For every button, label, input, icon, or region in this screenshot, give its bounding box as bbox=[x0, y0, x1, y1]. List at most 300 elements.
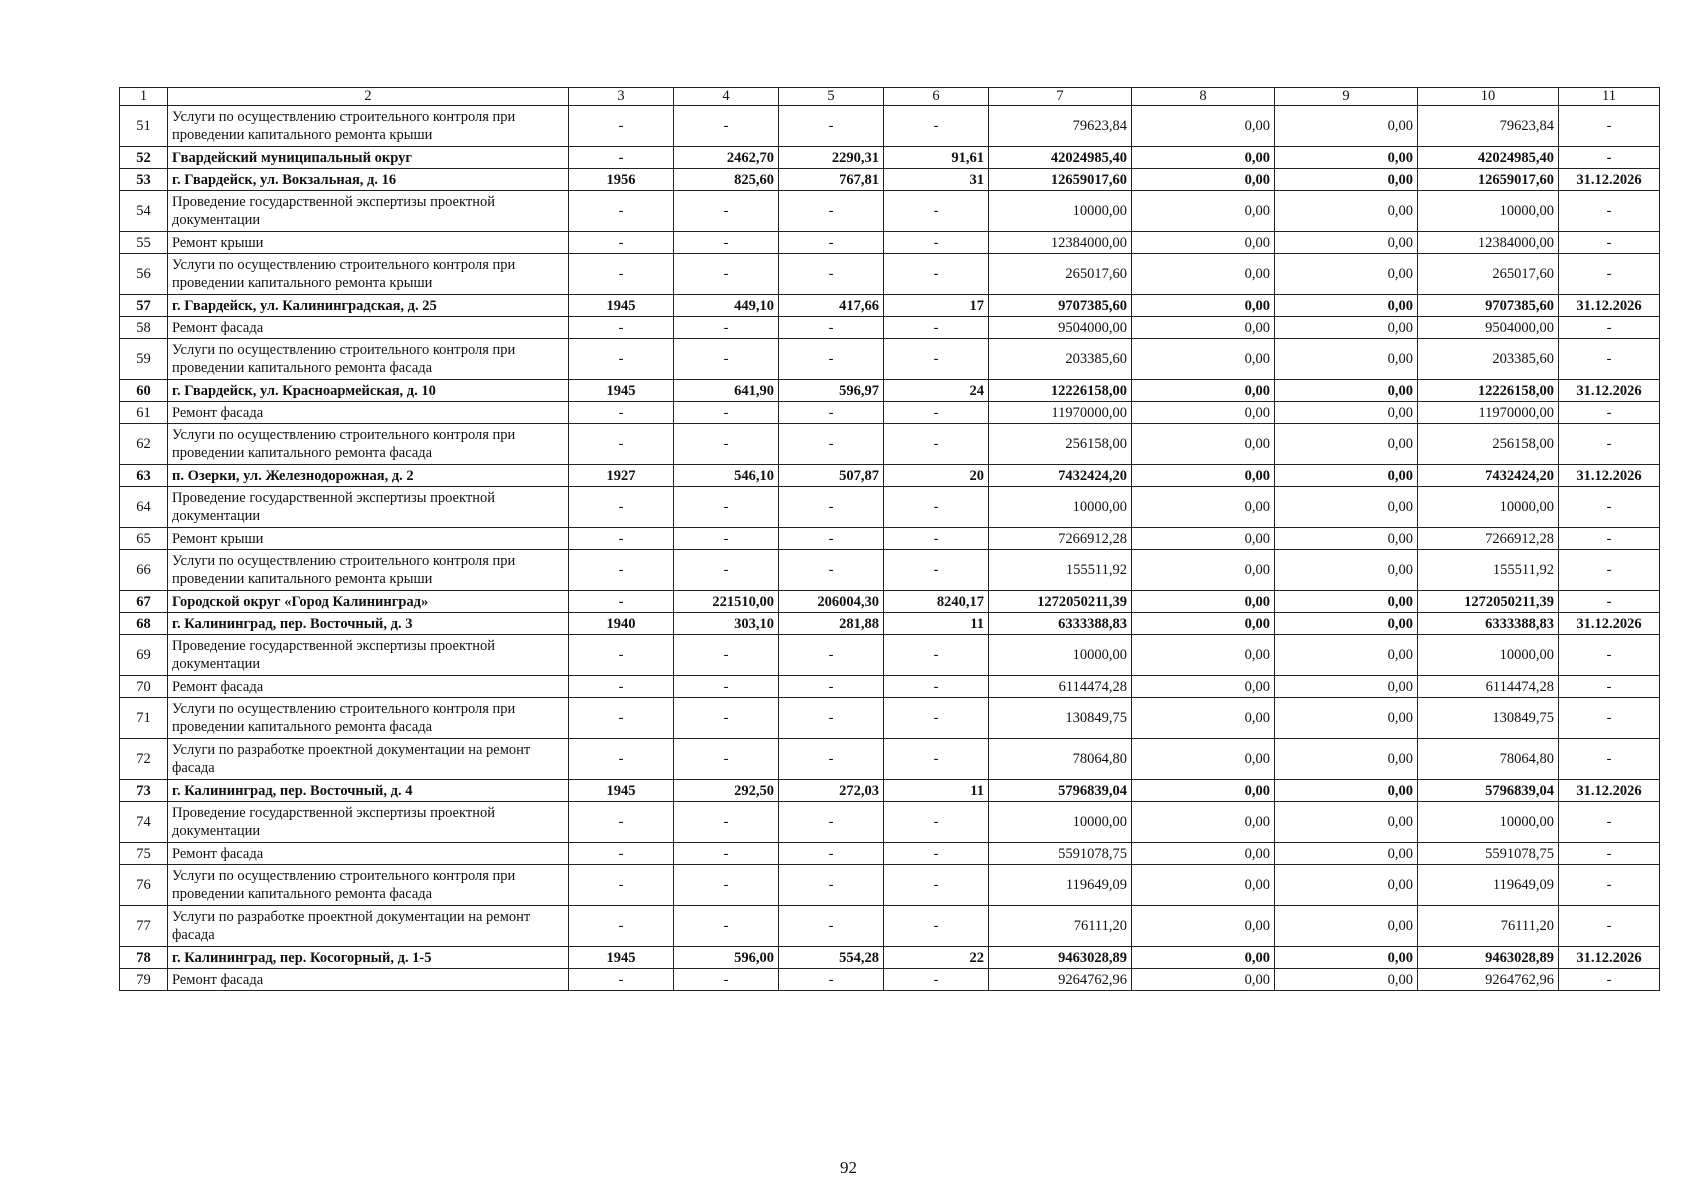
col10-cell: 130849,75 bbox=[1418, 698, 1559, 739]
col6-cell: - bbox=[884, 424, 989, 465]
col4-cell: - bbox=[674, 843, 779, 865]
col6-cell: - bbox=[884, 865, 989, 906]
col6-cell: 8240,17 bbox=[884, 591, 989, 613]
col9-cell: 0,00 bbox=[1275, 969, 1418, 991]
col4-cell: 546,10 bbox=[674, 465, 779, 487]
col9-cell: 0,00 bbox=[1275, 591, 1418, 613]
col8-cell: 0,00 bbox=[1132, 947, 1275, 969]
item-name-cell: Услуги по разработке проектной документации на ремонт фасада bbox=[168, 906, 569, 947]
item-name-cell: Городской округ «Город Калининград» bbox=[168, 591, 569, 613]
year-cell: - bbox=[569, 232, 674, 254]
table-row bbox=[120, 339, 1660, 380]
year-cell: - bbox=[569, 865, 674, 906]
col10-cell: 12659017,60 bbox=[1418, 169, 1559, 191]
deadline-cell: - bbox=[1559, 339, 1660, 380]
col8-cell: 0,00 bbox=[1132, 380, 1275, 402]
col7-cell: 7432424,20 bbox=[989, 465, 1132, 487]
col10-cell: 155511,92 bbox=[1418, 550, 1559, 591]
row-number-cell: 65 bbox=[120, 528, 168, 550]
table-row bbox=[120, 317, 1660, 339]
deadline-cell: - bbox=[1559, 969, 1660, 991]
col6-cell: - bbox=[884, 906, 989, 947]
deadline-cell: - bbox=[1559, 232, 1660, 254]
col4-cell: - bbox=[674, 550, 779, 591]
table-row bbox=[120, 528, 1660, 550]
col9-cell: 0,00 bbox=[1275, 698, 1418, 739]
column-number: 3 bbox=[569, 88, 674, 106]
col4-cell: - bbox=[674, 402, 779, 424]
col6-cell: - bbox=[884, 698, 989, 739]
col6-cell: 11 bbox=[884, 613, 989, 635]
table-row bbox=[120, 843, 1660, 865]
col4-cell: - bbox=[674, 317, 779, 339]
col4-cell: - bbox=[674, 487, 779, 528]
col4-cell: - bbox=[674, 906, 779, 947]
table-row bbox=[120, 191, 1660, 232]
deadline-cell: 31.12.2026 bbox=[1559, 947, 1660, 969]
col7-cell: 6114474,28 bbox=[989, 676, 1132, 698]
row-number-cell: 79 bbox=[120, 969, 168, 991]
col7-cell: 1272050211,39 bbox=[989, 591, 1132, 613]
table-row bbox=[120, 802, 1660, 843]
col6-cell: 20 bbox=[884, 465, 989, 487]
col10-cell: 9504000,00 bbox=[1418, 317, 1559, 339]
table-row bbox=[120, 106, 1660, 147]
table-row bbox=[120, 424, 1660, 465]
row-number-cell: 53 bbox=[120, 169, 168, 191]
col8-cell: 0,00 bbox=[1132, 698, 1275, 739]
row-number-cell: 74 bbox=[120, 802, 168, 843]
col8-cell: 0,00 bbox=[1132, 487, 1275, 528]
item-name-cell: Проведение государственной экспертизы проектной документации bbox=[168, 191, 569, 232]
col8-cell: 0,00 bbox=[1132, 402, 1275, 424]
col8-cell: 0,00 bbox=[1132, 465, 1275, 487]
col9-cell: 0,00 bbox=[1275, 635, 1418, 676]
col10-cell: 256158,00 bbox=[1418, 424, 1559, 465]
deadline-cell: - bbox=[1559, 402, 1660, 424]
table-row bbox=[120, 739, 1660, 780]
year-cell: 1927 bbox=[569, 465, 674, 487]
column-number: 9 bbox=[1275, 88, 1418, 106]
col9-cell: 0,00 bbox=[1275, 380, 1418, 402]
col9-cell: 0,00 bbox=[1275, 906, 1418, 947]
col9-cell: 0,00 bbox=[1275, 191, 1418, 232]
col4-cell: - bbox=[674, 254, 779, 295]
col5-cell: 281,88 bbox=[779, 613, 884, 635]
column-number: 10 bbox=[1418, 88, 1559, 106]
col8-cell: 0,00 bbox=[1132, 317, 1275, 339]
col6-cell: - bbox=[884, 635, 989, 676]
table-row bbox=[120, 676, 1660, 698]
col7-cell: 256158,00 bbox=[989, 424, 1132, 465]
year-cell: 1945 bbox=[569, 380, 674, 402]
col10-cell: 76111,20 bbox=[1418, 906, 1559, 947]
col5-cell: - bbox=[779, 339, 884, 380]
col5-cell: - bbox=[779, 698, 884, 739]
item-name-cell: Услуги по осуществлению строительного контроля при проведении капитального ремонта крыши bbox=[168, 550, 569, 591]
item-name-cell: Услуги по осуществлению строительного контроля при проведении капитального ремонта крыши bbox=[168, 254, 569, 295]
deadline-cell: - bbox=[1559, 739, 1660, 780]
col5-cell: - bbox=[779, 843, 884, 865]
col4-cell: 221510,00 bbox=[674, 591, 779, 613]
col7-cell: 12226158,00 bbox=[989, 380, 1132, 402]
row-number-cell: 75 bbox=[120, 843, 168, 865]
col9-cell: 0,00 bbox=[1275, 528, 1418, 550]
col7-cell: 11970000,00 bbox=[989, 402, 1132, 424]
col4-cell: 2462,70 bbox=[674, 147, 779, 169]
deadline-cell: 31.12.2026 bbox=[1559, 613, 1660, 635]
table-row bbox=[120, 550, 1660, 591]
deadline-cell: - bbox=[1559, 802, 1660, 843]
col4-cell: - bbox=[674, 528, 779, 550]
item-name-cell: Ремонт фасада bbox=[168, 969, 569, 991]
table-row bbox=[120, 254, 1660, 295]
item-name-cell: Ремонт крыши bbox=[168, 232, 569, 254]
col4-cell: - bbox=[674, 698, 779, 739]
year-cell: - bbox=[569, 550, 674, 591]
row-number-cell: 72 bbox=[120, 739, 168, 780]
item-name-cell: г. Гвардейск, ул. Вокзальная, д. 16 bbox=[168, 169, 569, 191]
row-number-cell: 54 bbox=[120, 191, 168, 232]
col6-cell: - bbox=[884, 739, 989, 780]
table-row bbox=[120, 947, 1660, 969]
col8-cell: 0,00 bbox=[1132, 739, 1275, 780]
year-cell: - bbox=[569, 147, 674, 169]
col9-cell: 0,00 bbox=[1275, 613, 1418, 635]
table-row bbox=[120, 295, 1660, 317]
deadline-cell: 31.12.2026 bbox=[1559, 380, 1660, 402]
table-row bbox=[120, 380, 1660, 402]
col9-cell: 0,00 bbox=[1275, 676, 1418, 698]
col8-cell: 0,00 bbox=[1132, 591, 1275, 613]
item-name-cell: Проведение государственной экспертизы проектной документации bbox=[168, 635, 569, 676]
item-name-cell: п. Озерки, ул. Железнодорожная, д. 2 bbox=[168, 465, 569, 487]
column-number: 4 bbox=[674, 88, 779, 106]
col7-cell: 10000,00 bbox=[989, 802, 1132, 843]
col5-cell: - bbox=[779, 402, 884, 424]
col10-cell: 203385,60 bbox=[1418, 339, 1559, 380]
col10-cell: 10000,00 bbox=[1418, 191, 1559, 232]
col10-cell: 7266912,28 bbox=[1418, 528, 1559, 550]
row-number-cell: 77 bbox=[120, 906, 168, 947]
col5-cell: - bbox=[779, 424, 884, 465]
col7-cell: 119649,09 bbox=[989, 865, 1132, 906]
column-number: 2 bbox=[168, 88, 569, 106]
col10-cell: 5591078,75 bbox=[1418, 843, 1559, 865]
column-number: 11 bbox=[1559, 88, 1660, 106]
year-cell: 1940 bbox=[569, 613, 674, 635]
col8-cell: 0,00 bbox=[1132, 613, 1275, 635]
col7-cell: 12384000,00 bbox=[989, 232, 1132, 254]
repair-program-table bbox=[119, 87, 1660, 991]
table-row bbox=[120, 780, 1660, 802]
deadline-cell: 31.12.2026 bbox=[1559, 465, 1660, 487]
col7-cell: 5591078,75 bbox=[989, 843, 1132, 865]
deadline-cell: - bbox=[1559, 424, 1660, 465]
item-name-cell: Ремонт фасада bbox=[168, 676, 569, 698]
col5-cell: - bbox=[779, 317, 884, 339]
col7-cell: 10000,00 bbox=[989, 635, 1132, 676]
col10-cell: 119649,09 bbox=[1418, 865, 1559, 906]
col4-cell: 596,00 bbox=[674, 947, 779, 969]
col8-cell: 0,00 bbox=[1132, 528, 1275, 550]
col6-cell: - bbox=[884, 843, 989, 865]
col6-cell: - bbox=[884, 487, 989, 528]
col5-cell: 206004,30 bbox=[779, 591, 884, 613]
deadline-cell: - bbox=[1559, 106, 1660, 147]
col5-cell: - bbox=[779, 254, 884, 295]
col7-cell: 9504000,00 bbox=[989, 317, 1132, 339]
col6-cell: - bbox=[884, 969, 989, 991]
item-name-cell: Гвардейский муниципальный округ bbox=[168, 147, 569, 169]
col5-cell: - bbox=[779, 865, 884, 906]
deadline-cell: - bbox=[1559, 635, 1660, 676]
row-number-cell: 61 bbox=[120, 402, 168, 424]
col7-cell: 130849,75 bbox=[989, 698, 1132, 739]
year-cell: - bbox=[569, 802, 674, 843]
col8-cell: 0,00 bbox=[1132, 339, 1275, 380]
table-row bbox=[120, 465, 1660, 487]
col8-cell: 0,00 bbox=[1132, 969, 1275, 991]
year-cell: - bbox=[569, 528, 674, 550]
col5-cell: - bbox=[779, 106, 884, 147]
col7-cell: 203385,60 bbox=[989, 339, 1132, 380]
year-cell: - bbox=[569, 424, 674, 465]
col4-cell: - bbox=[674, 339, 779, 380]
year-cell: 1945 bbox=[569, 295, 674, 317]
year-cell: - bbox=[569, 254, 674, 295]
col9-cell: 0,00 bbox=[1275, 402, 1418, 424]
row-number-cell: 76 bbox=[120, 865, 168, 906]
year-cell: - bbox=[569, 969, 674, 991]
row-number-cell: 64 bbox=[120, 487, 168, 528]
col7-cell: 78064,80 bbox=[989, 739, 1132, 780]
column-number: 5 bbox=[779, 88, 884, 106]
row-number-cell: 70 bbox=[120, 676, 168, 698]
col10-cell: 12226158,00 bbox=[1418, 380, 1559, 402]
year-cell: - bbox=[569, 487, 674, 528]
col9-cell: 0,00 bbox=[1275, 465, 1418, 487]
col8-cell: 0,00 bbox=[1132, 550, 1275, 591]
table-row bbox=[120, 613, 1660, 635]
col10-cell: 9264762,96 bbox=[1418, 969, 1559, 991]
deadline-cell: 31.12.2026 bbox=[1559, 295, 1660, 317]
col4-cell: 641,90 bbox=[674, 380, 779, 402]
deadline-cell: - bbox=[1559, 591, 1660, 613]
col5-cell: 767,81 bbox=[779, 169, 884, 191]
deadline-cell: - bbox=[1559, 147, 1660, 169]
row-number-cell: 78 bbox=[120, 947, 168, 969]
col6-cell: - bbox=[884, 254, 989, 295]
col10-cell: 5796839,04 bbox=[1418, 780, 1559, 802]
col6-cell: 17 bbox=[884, 295, 989, 317]
col5-cell: 554,28 bbox=[779, 947, 884, 969]
col8-cell: 0,00 bbox=[1132, 906, 1275, 947]
col10-cell: 1272050211,39 bbox=[1418, 591, 1559, 613]
col5-cell: - bbox=[779, 191, 884, 232]
col9-cell: 0,00 bbox=[1275, 147, 1418, 169]
row-number-cell: 56 bbox=[120, 254, 168, 295]
col9-cell: 0,00 bbox=[1275, 254, 1418, 295]
table-row bbox=[120, 402, 1660, 424]
table-row bbox=[120, 906, 1660, 947]
col6-cell: - bbox=[884, 106, 989, 147]
col4-cell: 292,50 bbox=[674, 780, 779, 802]
col10-cell: 79623,84 bbox=[1418, 106, 1559, 147]
row-number-cell: 73 bbox=[120, 780, 168, 802]
year-cell: 1945 bbox=[569, 947, 674, 969]
col4-cell: - bbox=[674, 106, 779, 147]
col9-cell: 0,00 bbox=[1275, 169, 1418, 191]
col10-cell: 265017,60 bbox=[1418, 254, 1559, 295]
col5-cell: - bbox=[779, 739, 884, 780]
col10-cell: 6114474,28 bbox=[1418, 676, 1559, 698]
col8-cell: 0,00 bbox=[1132, 147, 1275, 169]
col10-cell: 42024985,40 bbox=[1418, 147, 1559, 169]
col4-cell: - bbox=[674, 739, 779, 780]
deadline-cell: - bbox=[1559, 865, 1660, 906]
col5-cell: - bbox=[779, 528, 884, 550]
deadline-cell: 31.12.2026 bbox=[1559, 169, 1660, 191]
col4-cell: - bbox=[674, 191, 779, 232]
item-name-cell: Ремонт фасада bbox=[168, 317, 569, 339]
table-body bbox=[120, 88, 1660, 991]
col8-cell: 0,00 bbox=[1132, 843, 1275, 865]
col7-cell: 265017,60 bbox=[989, 254, 1132, 295]
table-row bbox=[120, 969, 1660, 991]
year-cell: - bbox=[569, 317, 674, 339]
row-number-cell: 55 bbox=[120, 232, 168, 254]
col5-cell: - bbox=[779, 676, 884, 698]
col6-cell: - bbox=[884, 550, 989, 591]
col9-cell: 0,00 bbox=[1275, 317, 1418, 339]
row-number-cell: 68 bbox=[120, 613, 168, 635]
item-name-cell: г. Калининград, пер. Восточный, д. 4 bbox=[168, 780, 569, 802]
col7-cell: 10000,00 bbox=[989, 191, 1132, 232]
col5-cell: 417,66 bbox=[779, 295, 884, 317]
col9-cell: 0,00 bbox=[1275, 424, 1418, 465]
col5-cell: 596,97 bbox=[779, 380, 884, 402]
col10-cell: 11970000,00 bbox=[1418, 402, 1559, 424]
col8-cell: 0,00 bbox=[1132, 191, 1275, 232]
table-row bbox=[120, 698, 1660, 739]
row-number-cell: 71 bbox=[120, 698, 168, 739]
deadline-cell: - bbox=[1559, 191, 1660, 232]
row-number-cell: 67 bbox=[120, 591, 168, 613]
row-number-cell: 60 bbox=[120, 380, 168, 402]
col4-cell: - bbox=[674, 802, 779, 843]
col5-cell: - bbox=[779, 906, 884, 947]
col5-cell: - bbox=[779, 550, 884, 591]
year-cell: - bbox=[569, 106, 674, 147]
table-row bbox=[120, 232, 1660, 254]
col4-cell: - bbox=[674, 969, 779, 991]
col6-cell: - bbox=[884, 191, 989, 232]
col6-cell: - bbox=[884, 802, 989, 843]
table-row bbox=[120, 147, 1660, 169]
col7-cell: 76111,20 bbox=[989, 906, 1132, 947]
col4-cell: - bbox=[674, 865, 779, 906]
col7-cell: 5796839,04 bbox=[989, 780, 1132, 802]
item-name-cell: Проведение государственной экспертизы проектной документации bbox=[168, 802, 569, 843]
deadline-cell: - bbox=[1559, 487, 1660, 528]
col8-cell: 0,00 bbox=[1132, 254, 1275, 295]
year-cell: 1956 bbox=[569, 169, 674, 191]
col8-cell: 0,00 bbox=[1132, 232, 1275, 254]
deadline-cell: - bbox=[1559, 698, 1660, 739]
item-name-cell: Ремонт крыши bbox=[168, 528, 569, 550]
col9-cell: 0,00 bbox=[1275, 487, 1418, 528]
col6-cell: 24 bbox=[884, 380, 989, 402]
col5-cell: - bbox=[779, 487, 884, 528]
year-cell: 1945 bbox=[569, 780, 674, 802]
table-row bbox=[120, 865, 1660, 906]
col8-cell: 0,00 bbox=[1132, 424, 1275, 465]
col4-cell: - bbox=[674, 676, 779, 698]
col8-cell: 0,00 bbox=[1132, 780, 1275, 802]
row-number-cell: 62 bbox=[120, 424, 168, 465]
col10-cell: 9463028,89 bbox=[1418, 947, 1559, 969]
item-name-cell: г. Калининград, пер. Косогорный, д. 1-5 bbox=[168, 947, 569, 969]
item-name-cell: Услуги по разработке проектной документации на ремонт фасада bbox=[168, 739, 569, 780]
item-name-cell: Услуги по осуществлению строительного контроля при проведении капитального ремонта крыши bbox=[168, 106, 569, 147]
col8-cell: 0,00 bbox=[1132, 295, 1275, 317]
col9-cell: 0,00 bbox=[1275, 232, 1418, 254]
deadline-cell: - bbox=[1559, 317, 1660, 339]
row-number-cell: 63 bbox=[120, 465, 168, 487]
row-number-cell: 66 bbox=[120, 550, 168, 591]
col4-cell: - bbox=[674, 232, 779, 254]
column-number-row bbox=[120, 88, 1660, 106]
col4-cell: 825,60 bbox=[674, 169, 779, 191]
col7-cell: 9264762,96 bbox=[989, 969, 1132, 991]
col10-cell: 12384000,00 bbox=[1418, 232, 1559, 254]
table-row bbox=[120, 169, 1660, 191]
col6-cell: - bbox=[884, 528, 989, 550]
year-cell: - bbox=[569, 635, 674, 676]
col5-cell: 272,03 bbox=[779, 780, 884, 802]
col9-cell: 0,00 bbox=[1275, 339, 1418, 380]
year-cell: - bbox=[569, 698, 674, 739]
col5-cell: 2290,31 bbox=[779, 147, 884, 169]
row-number-cell: 52 bbox=[120, 147, 168, 169]
col6-cell: 31 bbox=[884, 169, 989, 191]
deadline-cell: - bbox=[1559, 254, 1660, 295]
col6-cell: 11 bbox=[884, 780, 989, 802]
col6-cell: - bbox=[884, 232, 989, 254]
row-number-cell: 59 bbox=[120, 339, 168, 380]
year-cell: - bbox=[569, 739, 674, 780]
item-name-cell: Услуги по осуществлению строительного контроля при проведении капитального ремонта фасада bbox=[168, 339, 569, 380]
item-name-cell: Услуги по осуществлению строительного контроля при проведении капитального ремонта фасада bbox=[168, 698, 569, 739]
column-number: 6 bbox=[884, 88, 989, 106]
col7-cell: 79623,84 bbox=[989, 106, 1132, 147]
col9-cell: 0,00 bbox=[1275, 865, 1418, 906]
column-number: 1 bbox=[120, 88, 168, 106]
col7-cell: 9707385,60 bbox=[989, 295, 1132, 317]
item-name-cell: Услуги по осуществлению строительного контроля при проведении капитального ремонта фасада bbox=[168, 865, 569, 906]
col5-cell: - bbox=[779, 635, 884, 676]
col8-cell: 0,00 bbox=[1132, 635, 1275, 676]
year-cell: - bbox=[569, 339, 674, 380]
deadline-cell: 31.12.2026 bbox=[1559, 780, 1660, 802]
col9-cell: 0,00 bbox=[1275, 550, 1418, 591]
col6-cell: 22 bbox=[884, 947, 989, 969]
col8-cell: 0,00 bbox=[1132, 802, 1275, 843]
col9-cell: 0,00 bbox=[1275, 947, 1418, 969]
col5-cell: - bbox=[779, 232, 884, 254]
col6-cell: 91,61 bbox=[884, 147, 989, 169]
